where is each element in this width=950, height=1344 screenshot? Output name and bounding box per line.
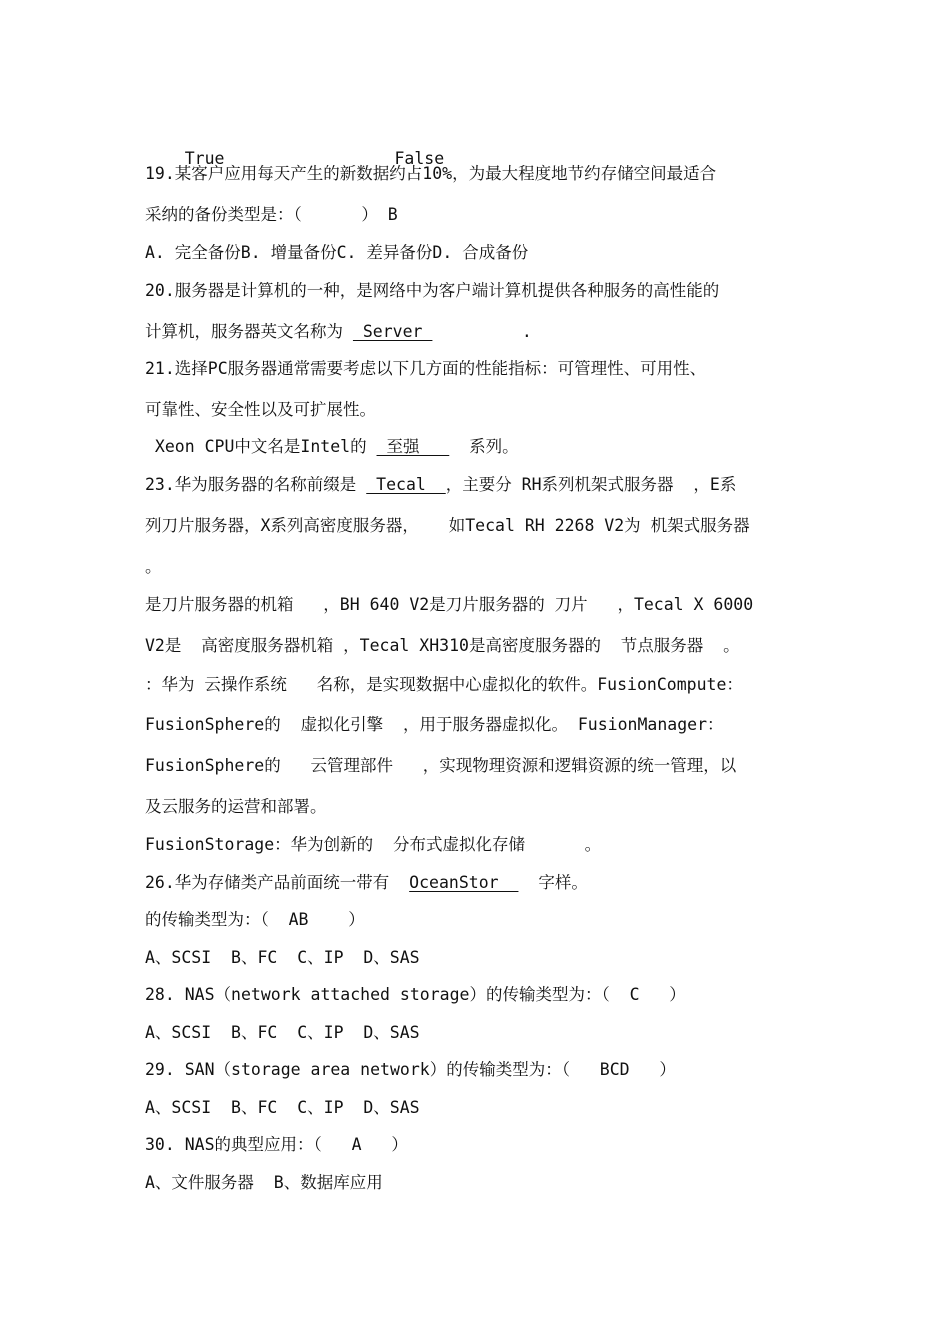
question-29-line: 29. SAN（storage area network）的传输类型为：（ BCD ） — [145, 1060, 676, 1079]
question-25-line-1: ：华为 云操作系统 名称，是实现数据中心虚拟化的软件。FusionCompute： — [145, 675, 743, 694]
question-28-line: 28. NAS（network attached storage）的传输类型为：（ C ） — [145, 985, 686, 1004]
question-27-options: A、SCSI B、FC C、IP D、SAS — [145, 948, 420, 967]
question-25-line-4: 及云服务的运营和部署。 — [145, 797, 327, 816]
question-20-line-2: 计算机，服务器英文名称为 Server . — [145, 322, 532, 341]
question-30-line: 30. NAS的典型应用：（ A ） — [145, 1135, 408, 1154]
question-30-options: A、文件服务器 B、数据库应用 — [145, 1173, 383, 1192]
question-23-line-2: 列刀片服务器，X系列高密度服务器， 如Tecal RH 2268 V2为 机架式服务器 — [145, 516, 750, 535]
question-25-line-3: FusionSphere的 云管理部件 ，实现物理资源和逻辑资源的统一管理，以 — [145, 756, 737, 775]
question-28-options: A、SCSI B、FC C、IP D、SAS — [145, 1023, 420, 1042]
option-true: True — [184, 149, 225, 168]
question-19-line-2: 采纳的备份类型是：（ ） B — [145, 205, 398, 224]
question-25-line-2: FusionSphere的 虚拟化引擎 ，用于服务器虚拟化。 FusionManager： — [145, 715, 724, 734]
question-29-options: A、SCSI B、FC C、IP D、SAS — [145, 1098, 420, 1117]
question-20-line-1: 20.服务器是计算机的一种，是网络中为客户端计算机提供各种服务的高性能的 — [145, 281, 720, 300]
answer-blank: OceanStor — [409, 873, 519, 892]
answer-blank: Server — [352, 322, 433, 341]
question-22-line: Xeon CPU中文名是Intel的 至强 系列。 — [145, 437, 519, 456]
question-26-line: 26.华为存储类产品前面统一带有 OceanStor 字样。 — [145, 873, 588, 892]
question-27-line: 的传输类型为：（ AB ） — [145, 910, 365, 929]
question-21-line-1: 21.选择PC服务器通常需要考虑以下几方面的性能指标：可管理性、可用性、 — [145, 359, 707, 378]
question-25-line-5: FusionStorage：华为创新的 分布式虚拟化存储 。 — [145, 835, 602, 854]
question-19-line-1: 19.某客户应用每天产生的新数据约占10%，为最大程度地节约存储空间最适合 — [145, 164, 717, 183]
question-24-line-1: 是刀片服务器的机箱 ，BH 640 V2是刀片服务器的 刀片 ，Tecal X 6000 — [145, 595, 754, 614]
option-false: False — [394, 149, 445, 168]
question-21-line-2: 可靠性、安全性以及可扩展性。 — [145, 400, 376, 419]
question-24-line-2: V2是 高密度服务器机箱 ，Tecal XH310是高密度服务器的 节点服务器 。 — [145, 636, 740, 655]
question-23-line-1: 23.华为服务器的名称前缀是 Tecal ，主要分 RH系列机架式服务器 ，E系 — [145, 475, 737, 494]
answer-blank: Tecal — [366, 475, 446, 494]
answer-blank: 至强 — [376, 437, 450, 456]
question-23-line-3: 。 — [145, 557, 162, 576]
question-19-options: A. 完全备份B. 增量备份C. 差异备份D. 合成备份 — [145, 243, 529, 262]
